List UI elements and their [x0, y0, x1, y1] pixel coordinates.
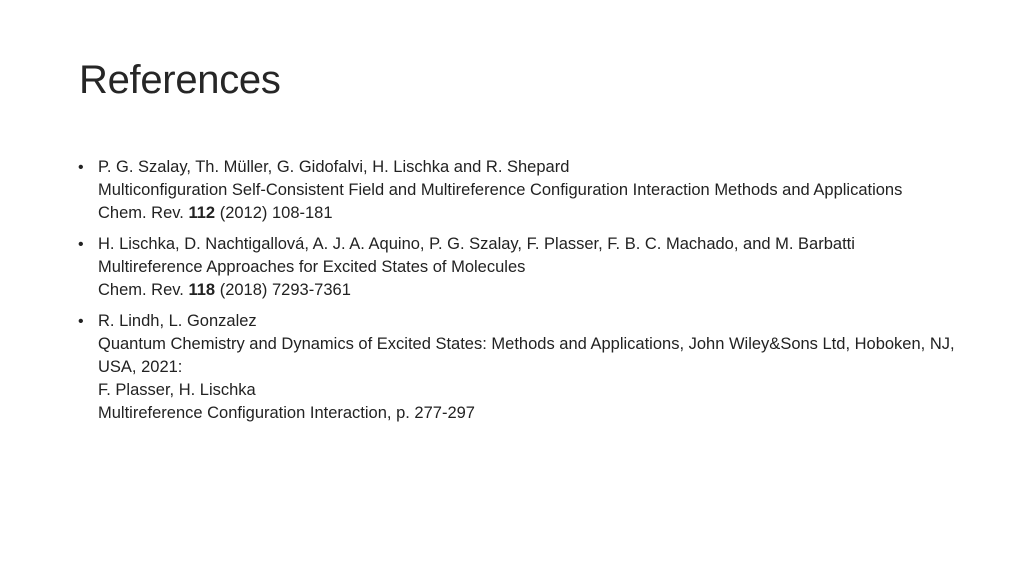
- reference-citation: [98, 202, 958, 225]
- reference-title: Multiconfiguration Self-Consistent Field and Multireference Configuration Interaction Methods and Applications: [98, 181, 903, 199]
- reference-item: [78, 156, 958, 225]
- bullet-icon: •: [78, 159, 84, 176]
- reference-pages: (2018) 7293-7361: [219, 281, 351, 299]
- reference-authors: P. G. Szalay, Th. Müller, G. Gidofalvi, H. Lischka and R. Shepard: [98, 158, 570, 176]
- reference-journal: Chem. Rev.: [98, 204, 184, 222]
- reference-item: [78, 310, 958, 425]
- reference-chapter-authors: F. Plasser, H. Lischka: [98, 381, 256, 399]
- reference-pages: (2012) 108-181: [219, 204, 333, 222]
- slide-title: References: [79, 58, 281, 102]
- reference-chapter: Multireference Configuration Interaction, p. 277-297: [98, 404, 475, 422]
- reference-volume: 112: [188, 204, 216, 222]
- reference-volume: 118: [188, 281, 216, 299]
- bullet-icon: •: [78, 313, 84, 330]
- reference-title: Quantum Chemistry and Dynamics of Excited States: Methods and Applications, John Wiley&Sons Ltd, Hoboken, NJ, USA, 2021:: [98, 335, 955, 376]
- reference-item: [78, 233, 958, 302]
- reference-citation: [98, 279, 958, 302]
- reference-journal: Chem. Rev.: [98, 281, 184, 299]
- reference-authors: H. Lischka, D. Nachtigallová, A. J. A. Aquino, P. G. Szalay, F. Plasser, F. B. C. Machado, and M. Barbatti: [98, 235, 855, 253]
- reference-title: Multireference Approaches for Excited States of Molecules: [98, 258, 526, 276]
- bullet-icon: •: [78, 236, 84, 253]
- reference-authors: R. Lindh, L. Gonzalez: [98, 312, 257, 330]
- reference-list: [78, 156, 958, 433]
